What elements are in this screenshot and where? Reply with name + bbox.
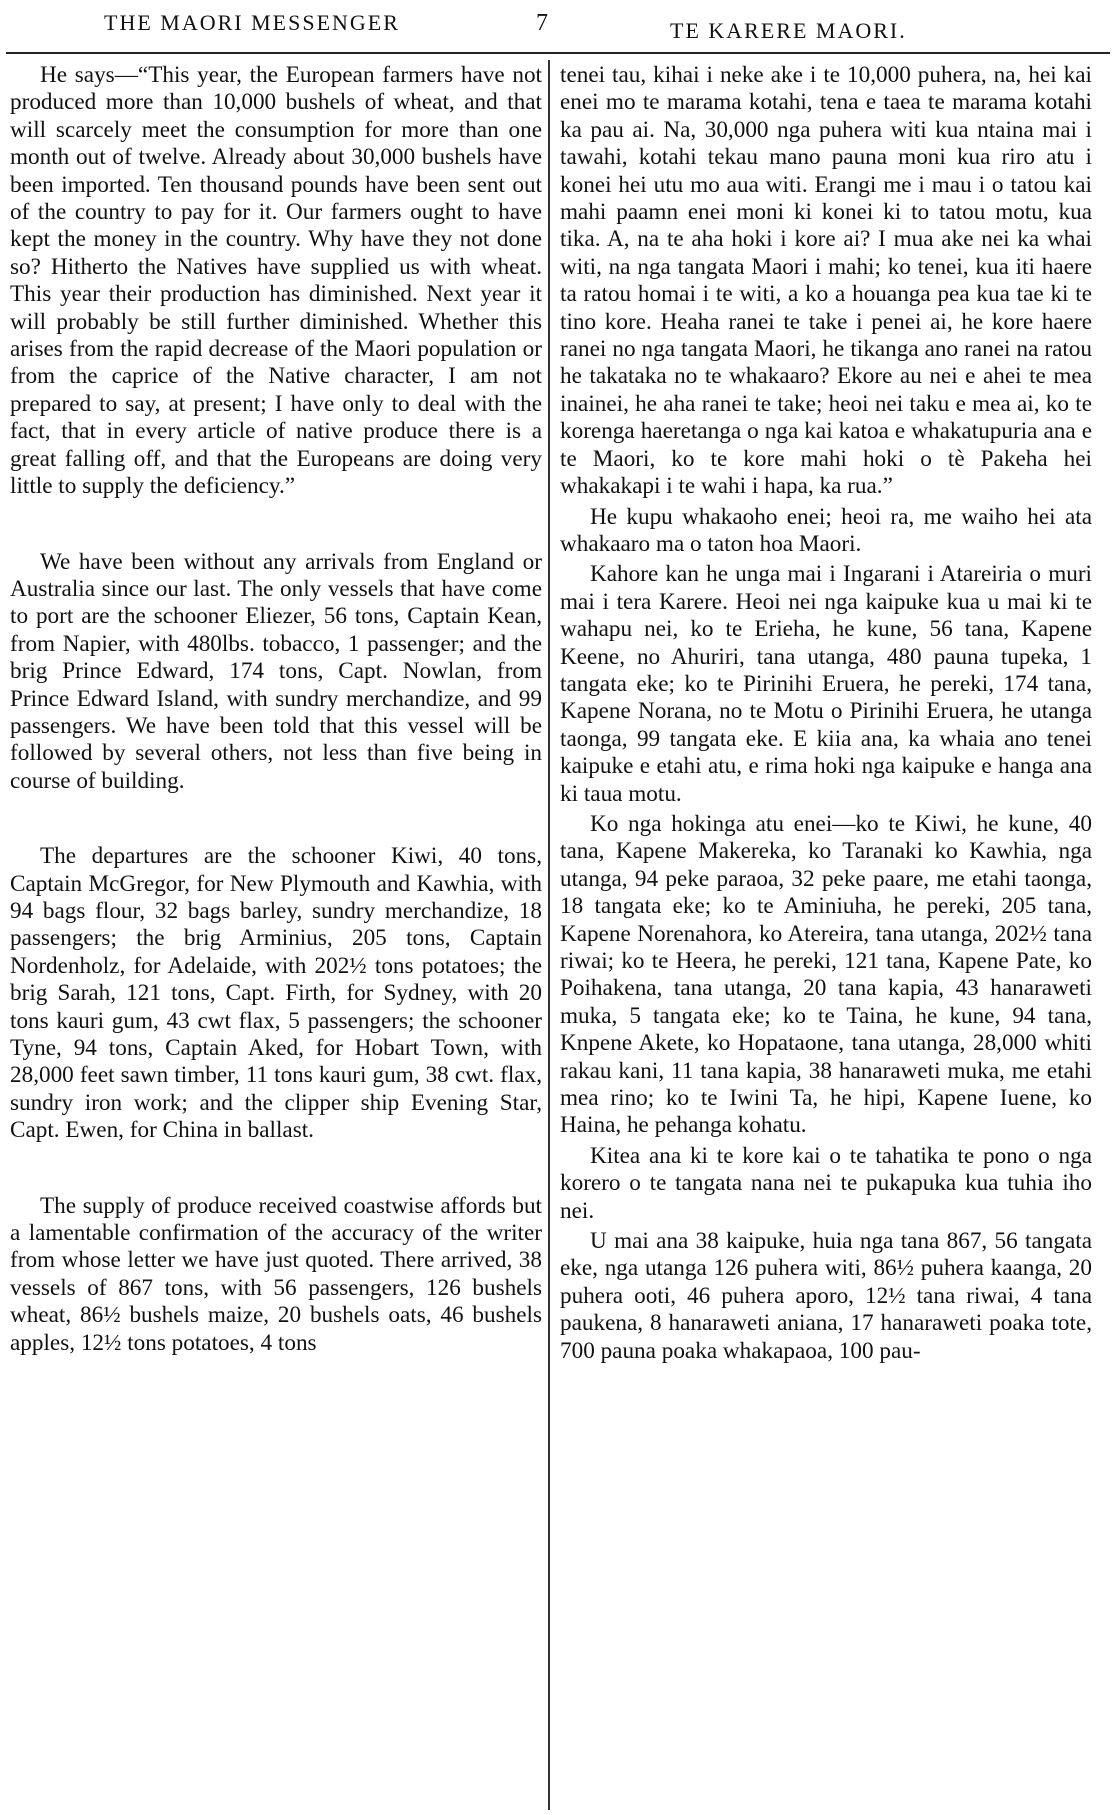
english-paragraph-produce: The supply of produce received coastwise affords but a lamentable confirmation of the accuracy of the writer from whose letter we have just quoted. There arrived, 38 vessels of 867 tons, with 56 passengers, 126 bushels wheat, 86½ bushels maize, 20 bushels oats, 46 bushels apples, 12½ tons potatoes, 4 tons xyxy=(10,1192,542,1356)
maori-paragraph-confirmation: Kitea ana ki te kore kai o te tahatika te pono o nga korero o te tangata nana nei te pukapuka kua tuhia iho nei. xyxy=(560,1142,1092,1224)
maori-paragraph-comment: He kupu whakaoho enei; heoi ra, me waiho hei ata whakaaro ma o taton hoa Maori. xyxy=(560,503,1092,557)
maori-masthead-title: TE KARERE MAORI. xyxy=(670,18,907,43)
english-masthead-title: THE MAORI MESSENGER xyxy=(104,10,400,35)
english-paragraph-quote: He says—“This year, the European farmers have not produced more than 10,000 bushels of wheat, and that will scarcely meet the consumption for more than one month out of twelve. Already about 30,000 bushels have been imported. Ten thousand pounds have been sent out of the country to pay for it. Our farmers ought to have kept the money in the country. Why have they not done so? Hitherto the Natives have supplied us with wheat. This year their production has diminished. Next year it will probably be still further diminished. Whether this arises from the rapid decrease of the Maori population or from the caprice of the Native character, I am not prepared to say, at present; I have only to deal with the fact, that in every article of native produce there is a great falling off, and that the Europeans are doing very little to supply the deficiency.” xyxy=(10,62,542,500)
maori-paragraph-quote: tenei tau, kihai i neke ake i te 10,000 puhera, na, hei kai enei mo te marama kotahi, tena e taea te marama kotahi ka pau ai. Na, 30,000 nga puhera witi kua ntaina mai i tawahi, kotahi tekau mano pauna moni kua riro atu i konei hei utu mo aua witi. Erangi me i mau i o tatou kai mahi paamn enei moni ki konei ki to tatou motu, kua tika. A, na te aha hoki i kore ai? I mua ake nei ka whai witi, na nga tangata Maori i mahi; ko tenei, kua iti haere ta ratou homai i te witi, a ko a houanga pea kua tae ki te tino kore. Heaha ranei te take i penei ai, he kore haere ranei no nga tangata Maori, he tikanga ano ranei na ratou he takataka no te whakaaro? Ekore au nei e ahei te mea inainei, he aha ranei te take; heoi nei taku e mea ai, ko te korenga haeretanga o nga kai katoa e whakatupuria ana e te Maori, ko te kore mahi hoki o tè Pakeha hei whakakapi i te wahi i hapa, ka rua.” xyxy=(560,62,1092,500)
running-head xyxy=(0,6,1114,46)
maori-paragraph-produce: U mai ana 38 kaipuke, huia nga tana 867, 56 tangata eke, nga utanga 126 puhera witi, 86½ puhera kaanga, 20 puhera ooti, 46 puhera aporo, 12½ tana riwai, 4 tana paukena, 8 hanaraweti aniana, 17 hanaraweti poaka tote, 700 pauna poaka whakapaoa, 100 pau- xyxy=(560,1228,1092,1364)
english-paragraph-arrivals: We have been without any arrivals from England or Australia since our last. The only vessels that have come to port are the schooner Eliezer, 56 tons, Captain Kean, from Napier, with 480lbs. tobacco, 1 passenger; and the brig Prince Edward, 174 tons, Capt. Nowlan, from Prince Edward Island, with sundry merchandize, and 99 passengers. We have been told that this vessel will be followed by several others, not less than five being in course of building. xyxy=(10,548,542,794)
maori-column xyxy=(560,62,1092,1365)
english-column xyxy=(10,62,542,1357)
maori-paragraph-arrivals: Kahore kan he unga mai i Ingarani i Atareiria o muri mai i tera Karere. Heoi nei nga kaipuke kua u mai ki te wahapu nei, ko te Erieha, he kune, 56 tana, Kapene Keene, no Ahuriri, tana utanga, 480 pauna tupeka, 1 tangata eke; ko te Pirinihi Eruera, he pereki, 174 tana, Kapene Norana, no te Motu o Pirinihi Eruera, he utanga taonga, 99 tangata eke. E kiia ana, ka whaia ano tenei kaipuke e etahi atu, e rima hoki nga kaipuke e hanga ana ki taua motu. xyxy=(560,561,1092,807)
page-number: 7 xyxy=(536,10,550,36)
header-rule xyxy=(6,52,1110,54)
english-paragraph-departures: The departures are the schooner Kiwi, 40 tons, Captain McGregor, for New Plymouth and Kawhia, with 94 bags flour, 32 bags barley, sundry merchandize, 18 passengers; the brig Arminius, 205 tons, Captain Nordenholz, for Adelaide, with 202½ tons potatoes; the brig Sarah, 121 tons, Capt. Firth, for Sydney, with 20 tons kauri gum, 43 cwt flax, 5 passengers; the schooner Tyne, 94 tons, Captain Aked, for Hobart Town, with 28,000 feet sawn timber, 11 tons kauri gum, 38 cwt. flax, sundry iron work; and the clipper ship Evening Star, Capt. Ewen, for China in ballast. xyxy=(10,843,542,1144)
maori-paragraph-departures: Ko nga hokinga atu enei—ko te Kiwi, he kune, 40 tana, Kapene Makereka, ko Taranaki ko Kawhia, nga utanga, 94 peke paraoa, 32 peke paare, me etahi taonga, 18 tangata eke; ko te Aminiuha, he pereki, 205 tana, Kapene Norenahora, ko Atereira, tana utanga, 202½ tana riwai; ko te Heera, he pereki, 121 tana, Kapene Pate, ko Poihakena, tana utanga, 20 tana kapia, 43 hanaraweti muka, 5 tangata eke; ko te Taina, he kune, 94 tana, Knpene Akete, ko Hopataone, tana utanga, 28,000 whiti rakau kani, 11 tana kapia, 38 hanaraweti muka, me etahi mea rino; ko te Iwini Ta, he hipi, Kapene Iuene, ko Haina, he pehanga kohatu. xyxy=(560,810,1092,1139)
column-divider xyxy=(548,60,550,1810)
